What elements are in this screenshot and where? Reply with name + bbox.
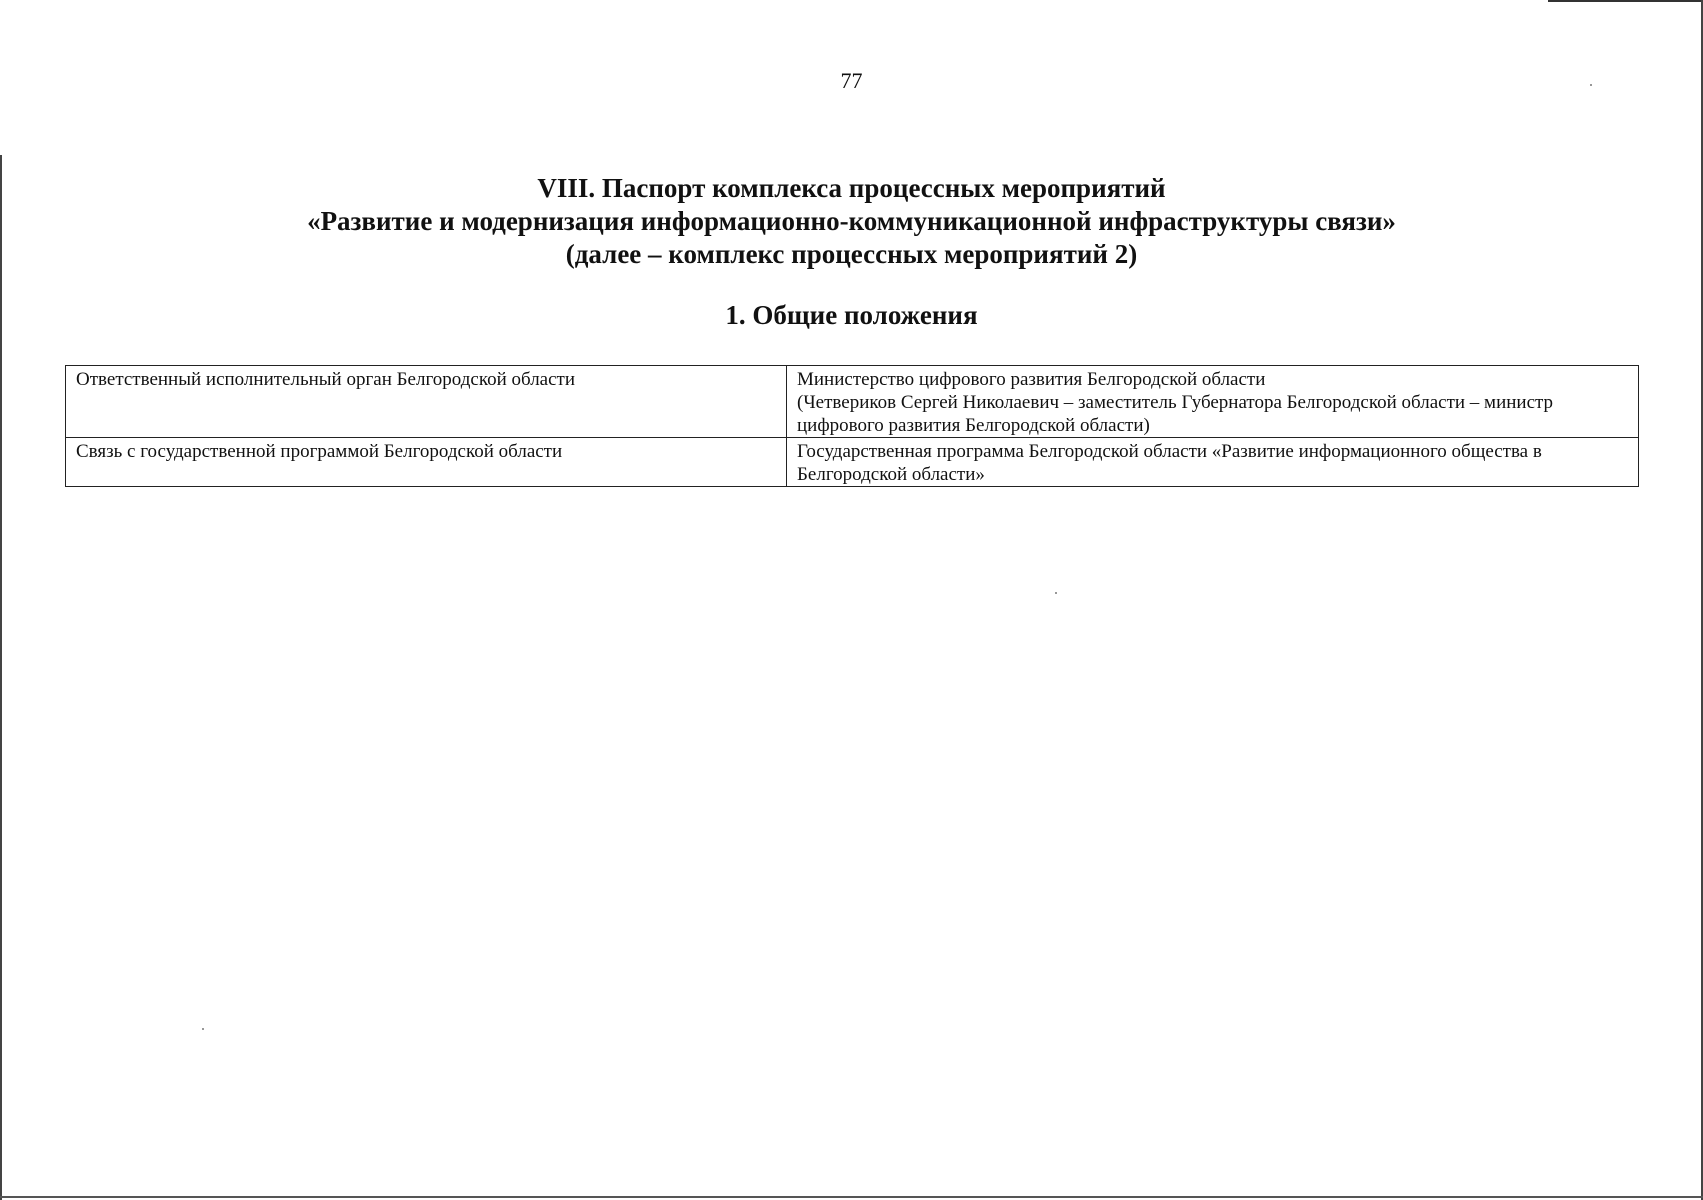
value-line: Государственная программа Белгородской области «Развитие информационного общества в Белгородской области» xyxy=(797,441,1542,485)
row-value xyxy=(787,438,1639,487)
scan-edge-top xyxy=(1548,0,1703,2)
row-label: Связь с государственной программой Белгородской области xyxy=(66,438,787,487)
table-row xyxy=(66,438,1639,487)
passport-table xyxy=(65,365,1639,487)
page-number: 77 xyxy=(840,68,863,93)
scan-speck xyxy=(202,1028,204,1030)
row-label: Ответственный исполнительный орган Белгородской области xyxy=(66,366,787,438)
scan-edge-bottom xyxy=(0,1196,1703,1198)
value-line: (Четвериков Сергей Николаевич – заместитель Губернатора Белгородской области – министр цифрового развития Белгородской области) xyxy=(797,392,1554,436)
heading-line-2: «Развитие и модернизация информационно-коммуникационной инфраструктуры связи» xyxy=(307,206,1396,236)
heading-line-1: VIII. Паспорт комплекса процессных мероприятий xyxy=(537,173,1166,203)
scan-speck xyxy=(1055,592,1057,594)
section-title: 1. Общие положения xyxy=(725,300,978,330)
document-heading xyxy=(0,172,1703,271)
heading-line-3: (далее – комплекс процессных мероприятий 2) xyxy=(565,239,1138,269)
value-line: Министерство цифрового развития Белгородской области xyxy=(797,369,1266,390)
row-value xyxy=(787,366,1639,438)
table-row xyxy=(66,366,1639,438)
